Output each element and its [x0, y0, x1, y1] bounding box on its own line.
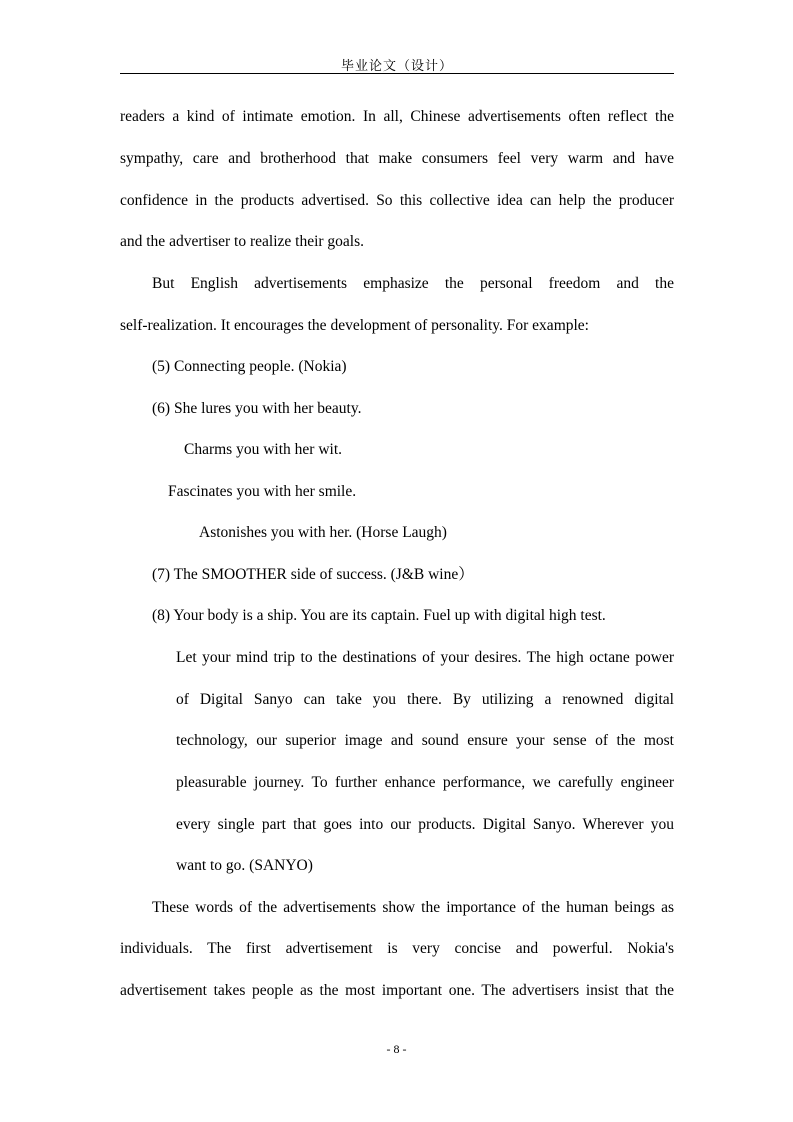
body-line: advertisement takes people as the most important one. The advertisers insist that the — [120, 982, 674, 999]
example-line: Charms you with her wit. — [184, 441, 342, 458]
example-line: (7) The SMOOTHER side of success. (J&B wine） — [152, 566, 474, 583]
page-number: - 8 - — [386, 1042, 407, 1056]
running-header: 毕业论文（设计） — [340, 59, 453, 74]
header-rule — [120, 73, 674, 74]
body-line: readers a kind of intimate emotion. In all, Chinese advertisements often reflect the — [120, 108, 674, 125]
example-line: Let your mind trip to the destinations of your desires. The high octane power — [176, 649, 674, 666]
body-line: confidence in the products advertised. So this collective idea can help the producer — [120, 192, 674, 209]
example-line: (5) Connecting people. (Nokia) — [152, 358, 347, 375]
body-line: individuals. The first advertisement is very concise and powerful. Nokia's — [120, 940, 674, 957]
example-line: (6) She lures you with her beauty. — [152, 400, 362, 417]
example-line: of Digital Sanyo can take you there. By utilizing a renowned digital — [176, 691, 674, 708]
body-line: These words of the advertisements show the importance of the human beings as — [152, 899, 674, 916]
example-line: Astonishes you with her. (Horse Laugh) — [199, 524, 447, 541]
body-line: But English advertisements emphasize the personal freedom and the — [152, 275, 674, 292]
example-line: Fascinates you with her smile. — [168, 483, 357, 500]
example-line: every single part that goes into our products. Digital Sanyo. Wherever you — [176, 816, 674, 833]
example-line: (8) Your body is a ship. You are its captain. Fuel up with digital high test. — [152, 607, 606, 624]
example-line: pleasurable journey. To further enhance performance, we carefully engineer — [176, 774, 674, 791]
example-line: want to go. (SANYO) — [176, 857, 313, 874]
body-line: self-realization. It encourages the development of personality. For example: — [120, 317, 589, 334]
example-line: technology, our superior image and sound ensure your sense of the most — [176, 732, 674, 749]
body-line: and the advertiser to realize their goals. — [120, 233, 365, 250]
body-line: sympathy, care and brotherhood that make consumers feel very warm and have — [120, 150, 674, 167]
